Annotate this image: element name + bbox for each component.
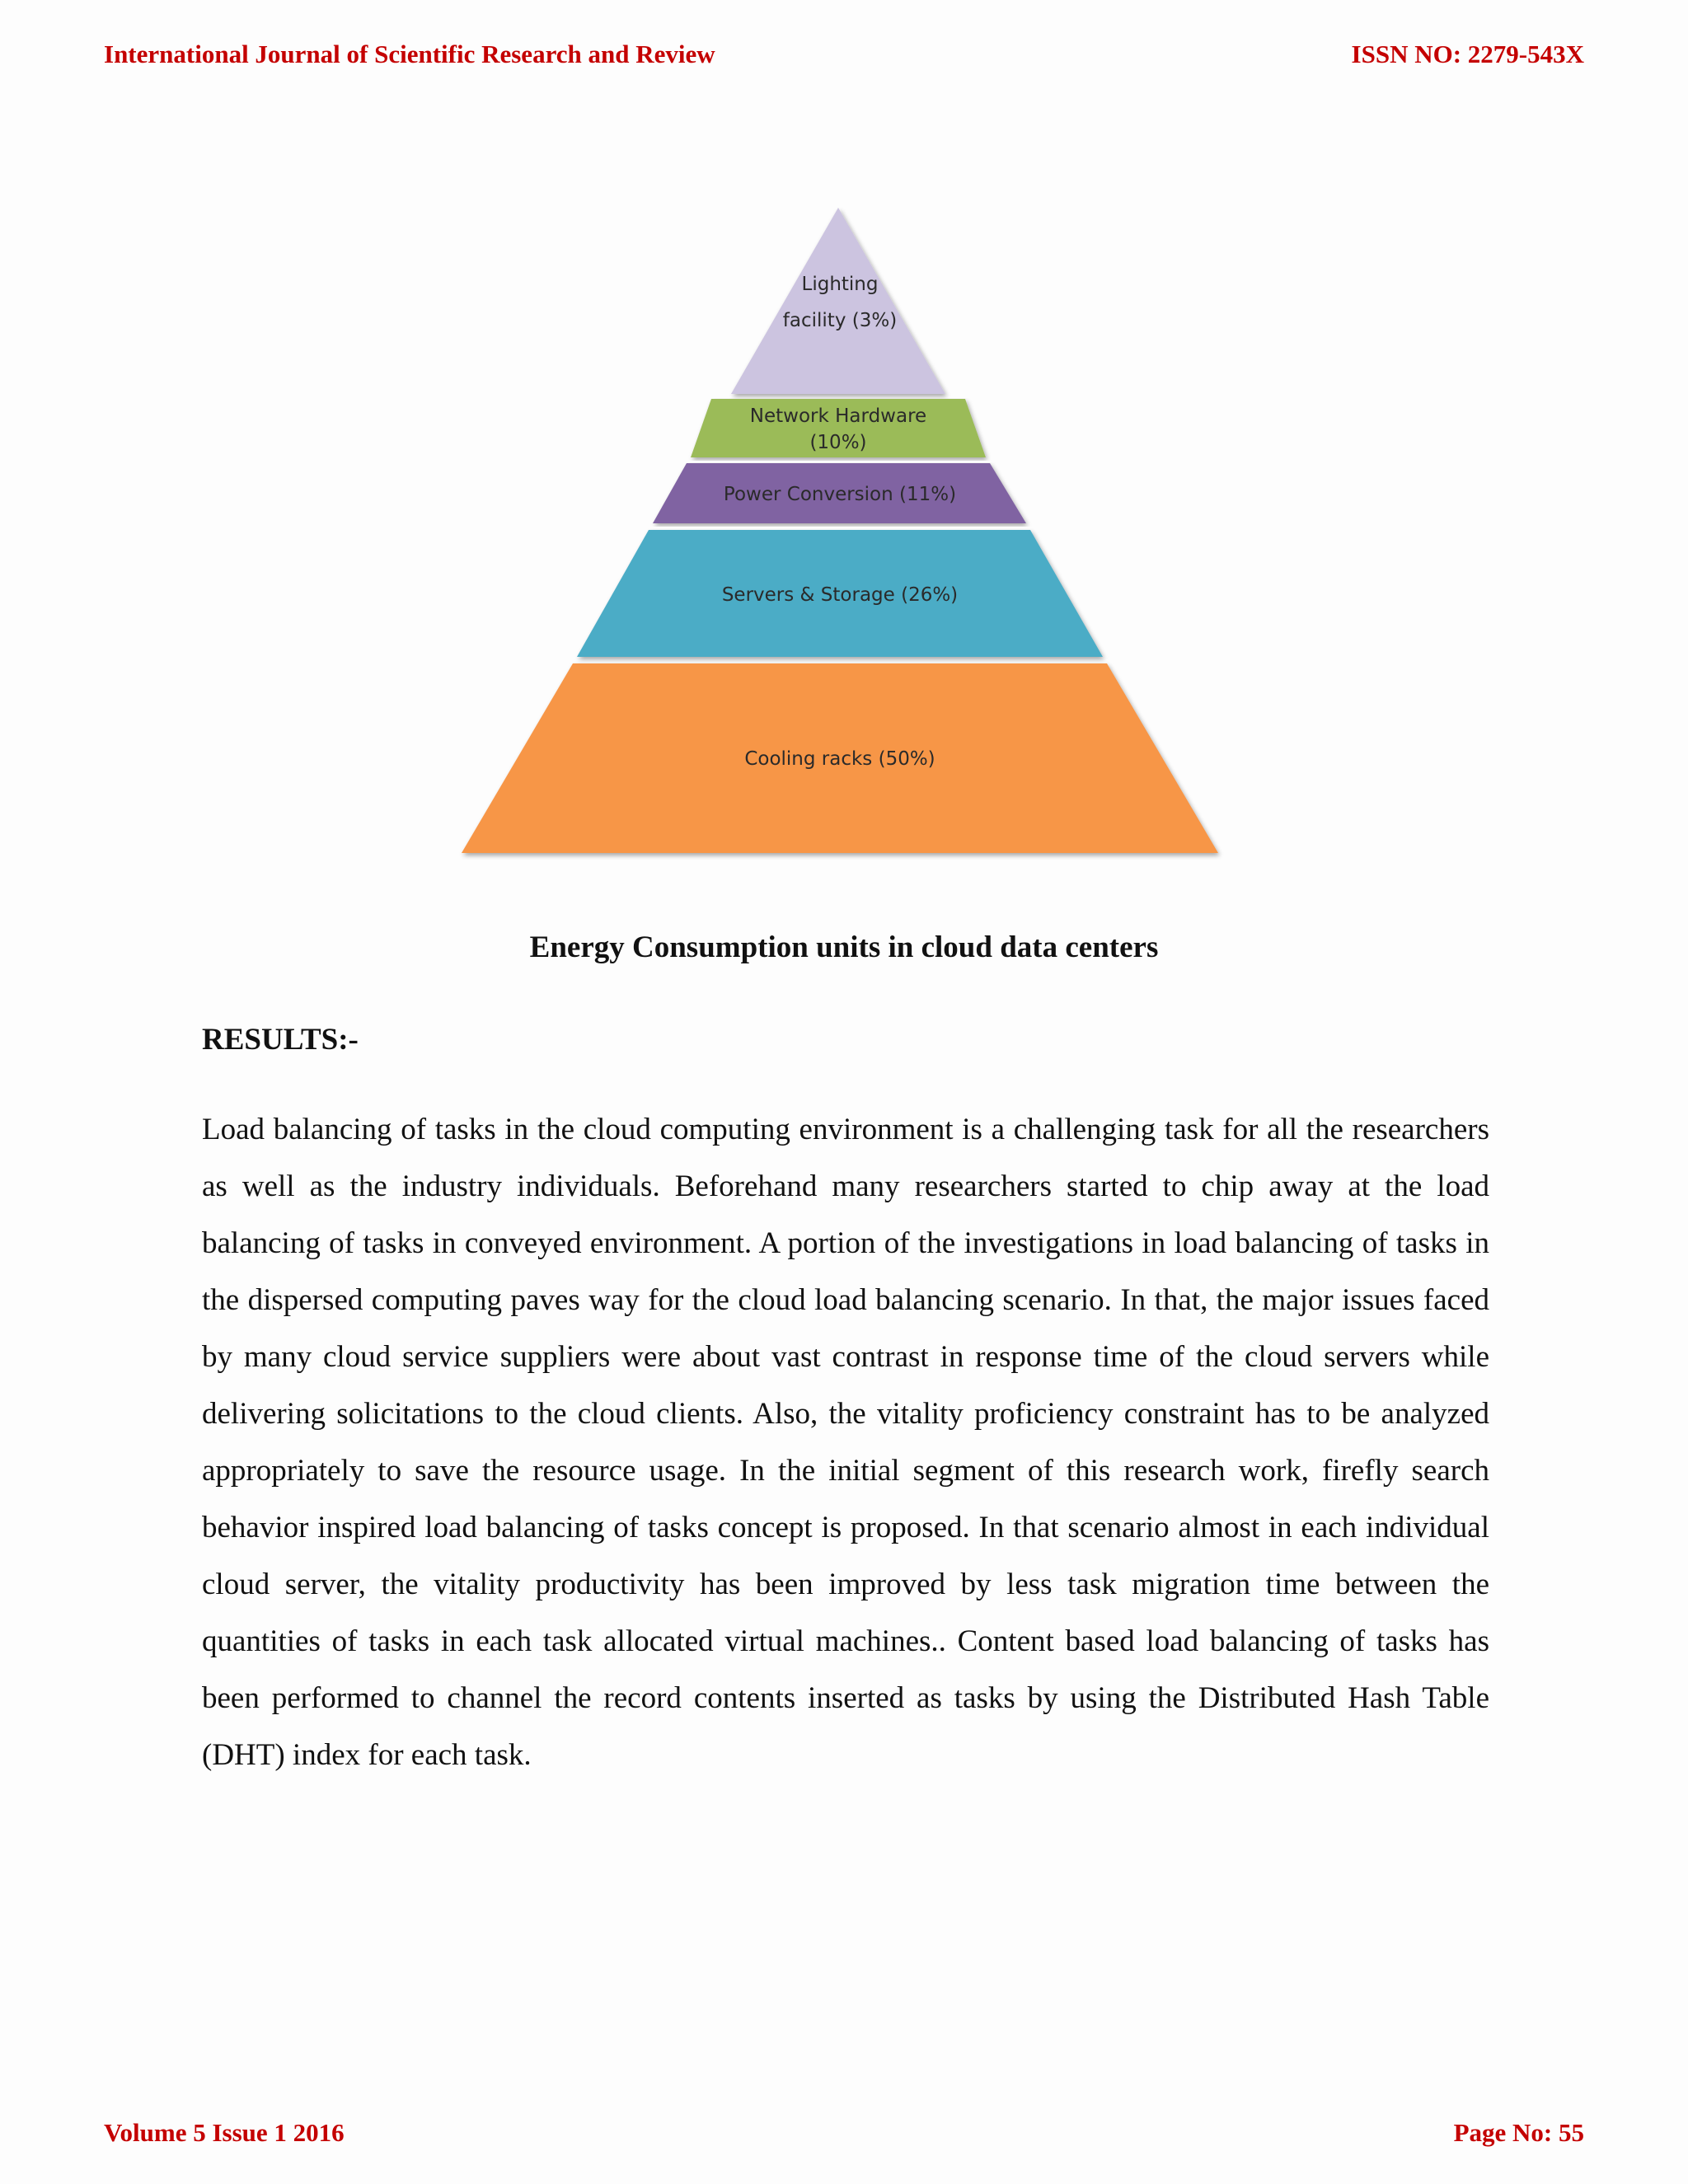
issn-number: ISSN NO: 2279-543X bbox=[1351, 40, 1584, 68]
journal-title: International Journal of Scientific Research and Review bbox=[104, 40, 715, 68]
volume-issue: Volume 5 Issue 1 2016 bbox=[104, 2118, 345, 2147]
results-paragraph: Load balancing of tasks in the cloud computing environment is a challenging task for all the researchers as well as the industry individuals. Beforehand many researchers started to chip away at the load balancing of tasks in conveyed environment. A portion of the investigations in load balancing of tasks in the dispersed computing paves way for the cloud load balancing scenario. In that, the major issues faced by many cloud service suppliers were about vast contrast in response time of the cloud servers while delivering solicitations to the cloud clients. Also, the vitality proficiency constraint has to be analyzed appropriately to save the resource usage. In the initial segment of this research work, firefly search behavior inspired load balancing of tasks concept is proposed. In that scenario almost in each individual cloud server, the vitality productivity has been improved by less task migration time between the quantities of tasks in each task allocated virtual machines.. Content based load balancing of tasks has been performed to channel the record contents inserted as tasks by using the Distributed Hash Table (DHT) index for each task. bbox=[202, 1113, 1489, 1772]
layer-label-power: Power Conversion (11%) bbox=[723, 484, 957, 505]
figure-caption: Energy Consumption units in cloud data centers bbox=[529, 930, 1159, 964]
layer-label-cooling: Cooling racks (50%) bbox=[744, 748, 935, 770]
results-heading: RESULTS:- bbox=[202, 1023, 359, 1057]
layer-label-network-2: (10%) bbox=[809, 432, 867, 453]
energy-pyramid-figure bbox=[0, 0, 1688, 907]
pyramid-layer-lighting bbox=[731, 208, 945, 394]
page-number: Page No: 55 bbox=[1453, 2118, 1584, 2147]
layer-label-lighting-1: Lighting bbox=[801, 274, 879, 295]
layer-label-servers: Servers & Storage (26%) bbox=[721, 584, 959, 606]
layer-label-network-1: Network Hardware bbox=[749, 405, 927, 427]
layer-label-lighting-2: facility (3%) bbox=[782, 310, 898, 331]
pyramid-diagram bbox=[0, 0, 1688, 907]
